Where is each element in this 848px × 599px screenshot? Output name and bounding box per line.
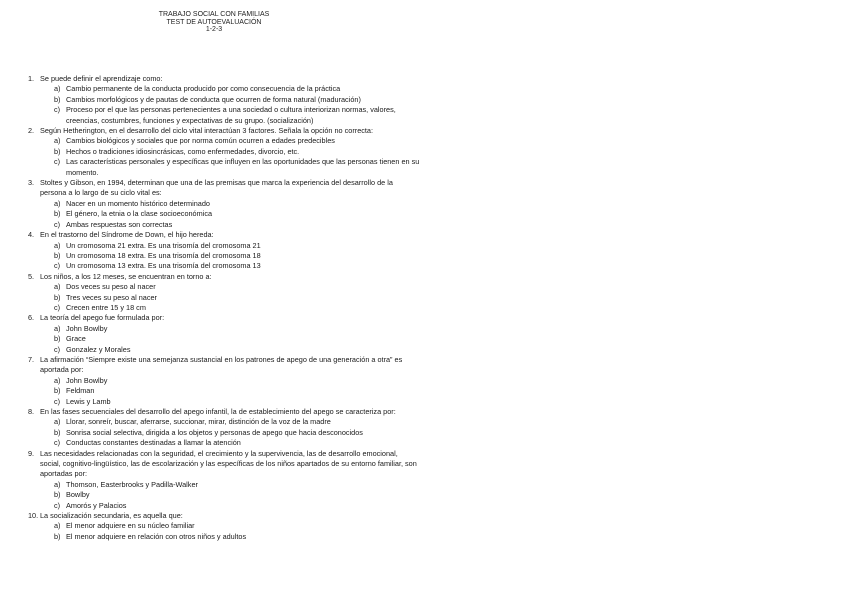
answer-option — [40, 501, 420, 511]
question-text: La afirmación “Siempre existe una semejanza sustancial en los patrones de apego de una generación a otra” es aportada por: — [40, 354, 403, 375]
answer-option — [40, 220, 420, 230]
question-number: 6. — [28, 313, 35, 323]
option-letter: a) — [54, 521, 61, 531]
option-text: Proceso por el que las personas pertenecientes a una sociedad o cultura interiorizan normas, valores, creencias, costumbres, funciones y expectativas de su grupo. (socialización) — [66, 105, 396, 125]
option-text: Sonrisa social selectiva, dirigida a los objetos y personas de apego que hacia desconocidos — [66, 427, 363, 437]
option-letter: a) — [54, 84, 61, 94]
answer-option — [40, 417, 420, 427]
option-text: Feldman — [66, 386, 95, 396]
option-letter: a) — [54, 323, 61, 333]
option-text: Thomson, Easterbrooks y Padilla-Walker — [66, 479, 198, 489]
question-number: 9. — [28, 448, 35, 458]
option-text: Dos veces su peso al nacer — [66, 282, 156, 292]
answer-option — [40, 490, 420, 500]
option-letter: b) — [54, 146, 61, 156]
answer-option — [40, 334, 420, 344]
option-text: Cambio permanente de la conducta producido por como consecuencia de la práctica — [66, 84, 341, 94]
option-letter: b) — [54, 292, 61, 302]
answer-options — [40, 241, 420, 272]
question-item — [28, 313, 420, 355]
question-item — [28, 74, 420, 126]
answer-options — [40, 376, 420, 407]
question-item — [28, 230, 420, 272]
answer-option — [40, 147, 420, 157]
option-letter: c) — [54, 105, 61, 115]
option-letter: c) — [54, 302, 61, 312]
answer-options — [40, 84, 420, 126]
answer-option — [40, 438, 420, 448]
answer-options — [40, 521, 420, 542]
option-text: Amorós y Palacios — [66, 500, 127, 510]
answer-option — [40, 209, 420, 219]
option-letter: c) — [54, 500, 61, 510]
option-text: El menor adquiere en su núcleo familiar — [66, 521, 195, 531]
answer-option — [40, 345, 420, 355]
answer-option — [40, 532, 420, 542]
option-text: Tres veces su peso al nacer — [66, 292, 157, 302]
option-text: Ambas respuestas son correctas — [66, 219, 173, 229]
option-text: Un cromosoma 13 extra. Es una trisomía del cromosoma 13 — [66, 261, 261, 271]
option-text: Conductas constantes destinadas a llamar la atención — [66, 438, 241, 448]
header-title: TRABAJO SOCIAL CON FAMILIAS — [158, 11, 270, 18]
option-letter: c) — [54, 396, 61, 406]
option-letter: b) — [54, 531, 61, 541]
answer-option — [40, 282, 420, 292]
answer-option — [40, 428, 420, 438]
answer-option — [40, 386, 420, 396]
option-letter: b) — [54, 209, 61, 219]
option-text: Hechos o tradiciones idiosincrásicas, como enfermedades, divorcio, etc. — [66, 146, 300, 156]
question-text: En las fases secuenciales del desarrollo del apego infantil, la de establecimiento del apego se caracteriza por: — [40, 407, 396, 416]
option-text: El género, la etnia o la clase socioeconómica — [66, 209, 213, 219]
question-item — [28, 126, 420, 178]
option-text: Un cromosoma 18 extra. Es una trisomía del cromosoma 18 — [66, 250, 261, 260]
option-text: Cambios morfológicos y de pautas de conducta que ocurren de forma natural (maduración) — [66, 94, 361, 104]
question-text: La socialización secundaria, es aquella que: — [40, 511, 183, 521]
option-letter: b) — [54, 94, 61, 104]
answer-option — [40, 84, 420, 94]
answer-option — [40, 521, 420, 531]
question-number: 7. — [28, 354, 35, 364]
question-number: 8. — [28, 407, 35, 416]
option-letter: a) — [54, 198, 61, 208]
answer-option — [40, 105, 420, 126]
answer-options — [40, 136, 420, 178]
option-letter: c) — [54, 157, 61, 167]
header-units: 1-2-3 — [205, 26, 223, 34]
option-letter: b) — [54, 334, 61, 344]
option-text: Grace — [66, 334, 86, 344]
answer-option — [40, 199, 420, 209]
answer-option — [40, 480, 420, 490]
option-letter: a) — [54, 282, 61, 292]
question-text: Se puede definir el aprendizaje como: — [40, 74, 163, 83]
option-letter: b) — [54, 386, 61, 396]
question-text: La teoría del apego fue formulada por: — [40, 313, 165, 323]
answer-option — [40, 95, 420, 105]
answer-options — [40, 480, 420, 511]
question-item — [28, 272, 420, 314]
answer-options — [40, 282, 420, 313]
option-text: Cambios biológicos y sociales que por norma común ocurren a edades predecibles — [66, 136, 335, 146]
option-text: Lewis y Lamb — [66, 396, 111, 406]
answer-option — [40, 157, 420, 178]
question-number: 10. — [28, 511, 39, 521]
answer-option — [40, 376, 420, 386]
question-text: En el trastorno del Síndrome de Down, el hijo hereda: — [40, 230, 214, 240]
answer-option — [40, 293, 420, 303]
question-text: Las necesidades relacionadas con la seguridad, el crecimiento y la supervivencia, las de desarrollo emocional, social, cognitivo-lingüístico, las de escolarización y las específicas de los niños apartados de su entorno familiar, son aportadas por: — [40, 448, 417, 479]
option-text: Un cromosoma 21 extra. Es una trisomía del cromosoma 21 — [66, 240, 261, 250]
answer-option — [40, 261, 420, 271]
answer-option — [40, 397, 420, 407]
option-letter: c) — [54, 438, 61, 448]
question-number: 3. — [28, 178, 35, 188]
option-text: Las características personales y específicas que influyen en las oportunidades que las personas tienen en su momento. — [66, 157, 420, 177]
question-number: 2. — [28, 126, 35, 136]
answer-option — [40, 303, 420, 313]
question-number: 1. — [28, 74, 35, 83]
question-list — [28, 74, 420, 542]
answer-options — [40, 417, 420, 448]
question-text: Los niños, a los 12 meses, se encuentran en torno a: — [40, 271, 212, 281]
answer-option — [40, 324, 420, 334]
option-letter: a) — [54, 136, 61, 146]
question-text: Según Hetherington, en el desarrollo del ciclo vital interactúan 3 factores. Señala la opción no correcta: — [40, 126, 374, 136]
answer-option — [40, 136, 420, 146]
document-header — [100, 11, 328, 34]
question-number: 5. — [28, 271, 35, 281]
option-text: Bowlby — [66, 490, 90, 500]
question-item — [28, 511, 420, 542]
answer-option — [40, 241, 420, 251]
option-letter: a) — [54, 375, 61, 385]
question-item — [28, 355, 420, 407]
answer-options — [40, 199, 420, 230]
answer-option — [40, 251, 420, 261]
option-text: John Bowlby — [66, 323, 108, 333]
question-item — [28, 449, 420, 511]
option-letter: b) — [54, 427, 61, 437]
header-subtitle: TEST DE AUTOEVALUACIÓN — [166, 18, 262, 26]
question-number: 4. — [28, 230, 35, 240]
option-text: El menor adquiere en relación con otros niños y adultos — [66, 531, 247, 541]
option-text: Crecen entre 15 y 18 cm — [66, 302, 146, 312]
question-item — [28, 178, 420, 230]
question-item — [28, 407, 420, 449]
option-letter: c) — [54, 219, 61, 229]
option-letter: a) — [54, 240, 61, 250]
option-letter: b) — [54, 250, 61, 260]
option-letter: b) — [54, 490, 61, 500]
question-text: Stoltes y Gibson, en 1994, determinan que una de las premisas que marca la experiencia del desarrollo de la persona a lo largo de su ciclo vital es: — [40, 178, 393, 198]
option-text: Nacer en un momento histórico determinado — [66, 198, 210, 208]
option-text: Gonzalez y Morales — [66, 344, 131, 354]
option-letter: a) — [54, 479, 61, 489]
option-letter: a) — [54, 417, 61, 427]
option-text: Llorar, sonreír, buscar, aferrarse, succionar, mirar, distinción de la voz de la madre — [66, 417, 331, 427]
option-letter: c) — [54, 261, 61, 271]
option-letter: c) — [54, 344, 61, 354]
option-text: John Bowlby — [66, 375, 108, 385]
answer-options — [40, 324, 420, 355]
